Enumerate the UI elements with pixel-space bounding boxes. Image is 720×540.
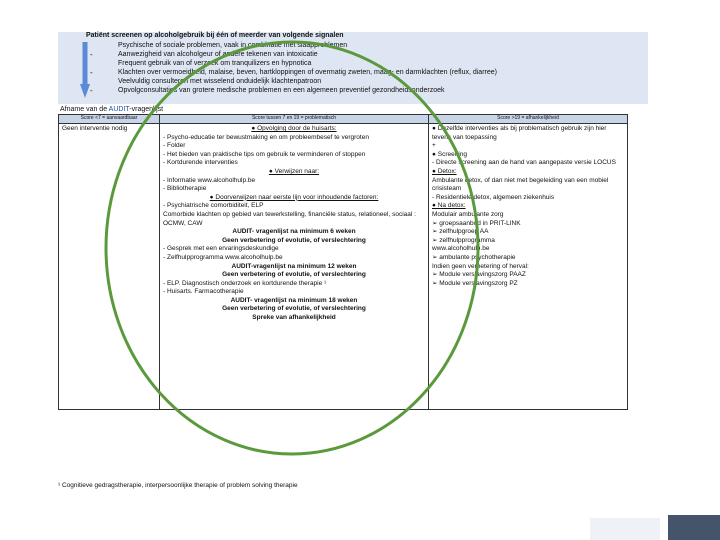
down-arrow-icon xyxy=(80,42,90,98)
table-line: - Directe screening aan de hand van aangepaste versie LOCUS xyxy=(432,159,616,167)
table-line: www.alcoholhulp.be xyxy=(432,245,490,253)
screening-signal: Opvolgconsultaties van grotere medische problemen en een algemeen preventief gezondheidsonderzoek xyxy=(118,87,445,94)
table-line: ● Detox: xyxy=(432,167,457,175)
table-line: Modulair ambulante zorg xyxy=(432,210,504,218)
table-line: ● Opvolging door de huisarts: xyxy=(251,125,337,132)
screening-signal: Veelvuldig consulteren met wisselend onduidelijk klachtenpatroon xyxy=(118,78,322,85)
list-bullet: - xyxy=(90,68,93,77)
table-line: Geen verbetering of evolutie, of verslechtering xyxy=(222,305,366,313)
table-line: - Residentiele detox, algemeen ziekenhuis xyxy=(432,193,555,201)
table-line: ➢ Module verslavingszorg PAAZ xyxy=(432,271,526,279)
green-circle-annotation xyxy=(102,38,482,458)
header-acceptable: Score <7 = aanvaardbaar xyxy=(59,115,160,124)
table-line: ● Verwijzen naar: xyxy=(268,167,320,175)
table-line: - Folder xyxy=(163,142,186,150)
screening-signal: Frequent gebruik van of verzoek om tranquilizers en hypnotica xyxy=(118,60,312,67)
table-line: - Psycho-educatie ter bewustmaking en om probleembesef te vergroten xyxy=(163,133,369,141)
table-line: ● Screening xyxy=(432,150,468,158)
table-line: ➢ Module verslavingszorg PZ xyxy=(432,279,518,287)
table-line: Spreke van afhankelijkheid xyxy=(252,314,336,322)
table-line: - Zelfhulpprogramma www.alcoholhulp.be xyxy=(163,253,283,261)
corner-decoration-light xyxy=(590,518,660,540)
screening-title: Patiënt screenen op alcoholgebruik bij één of meerder van volgende signalen xyxy=(86,32,344,39)
corner-decoration-dark xyxy=(668,515,720,540)
table-line: - Huisarts. Farmacotherapie xyxy=(163,288,244,296)
afname-suffix: -vragenlijst xyxy=(129,106,164,113)
table-line: - ELP. Diagnostisch onderzoek en kortdurende therapie ¹ xyxy=(163,279,327,287)
table-line: ● Doorverwijzen naar eerste lijn voor inhoudende factoren: xyxy=(209,193,379,201)
list-bullet: - xyxy=(90,50,93,59)
list-bullet: - xyxy=(90,86,93,95)
afname-audit: AUDIT xyxy=(108,106,130,113)
table-line: Comorbide klachten op gebied van tewerkstelling, financiële status, relationeel, sociaal : OCMW, CAW xyxy=(163,210,416,227)
table-line: ● Na detox: xyxy=(432,202,466,210)
screening-signal: Psychische of sociale problemen, vaak in combinatie met slaapproblemen xyxy=(118,42,348,49)
table-line: - Informatie www.alcoholhulp.be xyxy=(163,176,256,184)
header-problematic: Score tussen 7 en 19 = problematisch xyxy=(160,115,429,124)
table-line: AUDIT-vragenlijst na minimum 12 weken xyxy=(231,262,357,270)
table-line: ➢ groepsaanbod in PRIT-LINK xyxy=(432,219,521,227)
header-dependence: Score >19 = afhankelijkheid xyxy=(429,115,628,124)
table-line: ➢ zelfhulpprogramma xyxy=(432,236,495,244)
screening-signal: Klachten over vermoeidheid, malaise, beven, hartkloppingen of overmatig zweten, maag- en darmklachten (reflux, diarree) xyxy=(118,69,497,76)
table-line: AUDIT- vragenlijst na minimum 6 weken xyxy=(232,228,356,236)
table-line: - Psychiatrische comorbiditeit, ELP xyxy=(163,202,264,210)
table-line: + xyxy=(432,142,436,150)
table-line: Geen verbetering of evolutie, of verslechtering xyxy=(222,236,366,244)
table-line: ➢ ambulante psychotherapie xyxy=(432,253,516,261)
no-intervention-text: Geen interventie nodig xyxy=(62,125,128,132)
table-line: Geen verbetering of evolutie, of verslechtering xyxy=(222,271,366,279)
table-line: AUDIT- vragenlijst na minimum 18 weken xyxy=(230,296,358,304)
afname-prefix: Afname van de xyxy=(60,106,109,113)
table-line: - Kortdurende interventies xyxy=(163,159,238,167)
table-line: - Gesprek met een ervaringsdeskundige xyxy=(163,245,279,253)
screening-signal: Aanwezigheid van alcoholgeur of andere tekenen van intoxicatie xyxy=(118,51,318,58)
table-line: ● Dezelfde interventies als bij problematisch gebruik zijn hier tevens van toepassing xyxy=(432,125,607,141)
table-line: ➢ zelfhulpgroep AA xyxy=(432,228,489,236)
footnote: ¹ Cognitieve gedragstherapie, interpersoonlijke therapie of problem solving therapie xyxy=(58,482,298,489)
table-line: Indien geen verbetering of herval: xyxy=(432,262,529,270)
table-line: - Bibliotherapie xyxy=(163,185,207,193)
table-line: Ambulante detox, of dan niet met begeleiding van een mobiel crisisteam xyxy=(432,176,609,193)
table-line: - Het bieden van praktische tips om gebruik te verminderen of stoppen xyxy=(163,150,366,158)
